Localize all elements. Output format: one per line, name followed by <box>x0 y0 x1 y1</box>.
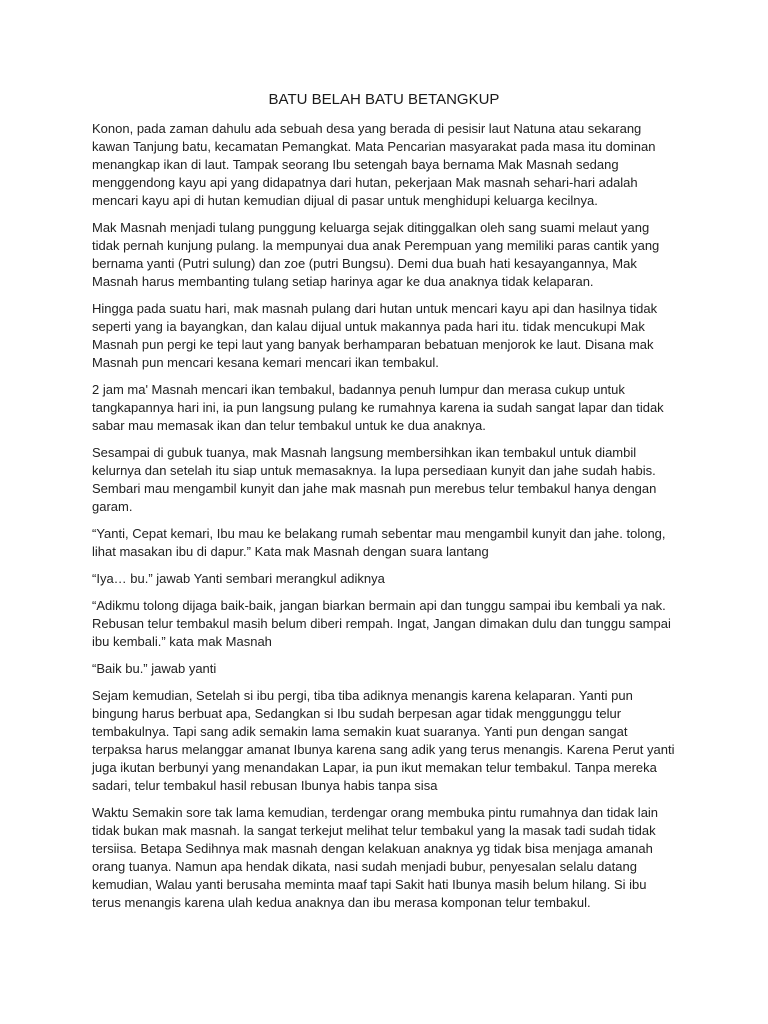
paragraph-10: Sejam kemudian, Setelah si ibu pergi, tiba tiba adiknya menangis karena kelaparan. Yanti pun bingung harus berbuat apa, Sedangkan si Ibu sudah berpesan agar tidak menggunggu telur tembakulnya. Tapi sang adik semakin lama semakin kuat suaranya. Yanti pun dengan sangat terpaksa harus melanggar amanat Ibunya karena sang adik yang terus menangis. Karena Perut yanti juga ikutan berbunyi yang menandakan Lapar, ia pun ikut memakan telur tembakul. Tanpa mereka sadari, telur tembakul hasil rebusan Ibunya habis tanpa sisa <box>92 688 675 793</box>
paragraph-2: Mak Masnah menjadi tulang punggung keluarga sejak ditinggalkan oleh sang suami melaut yang tidak pernah kunjung pulang. la mempunyai dua anak Perempuan yang memiliki paras cantik yang bernama yanti (Putri sulung) dan zoe (putri Bungsu). Demi dua buah hati kesayangannya, Mak Masnah harus membanting tulang setiap harinya agar ke dua anaknya tidak kelaparan. <box>92 220 660 289</box>
paragraph-4: 2 jam ma' Masnah mencari ikan tembakul, badannya penuh lumpur dan merasa cukup untuk tangkapannya hari ini, ia pun langsung pulang ke rumahnya karena ia sudah sangat lapar dan tidak sabar mau memasak ikan dan telur tembakul untuk ke dua anaknya. <box>92 382 664 433</box>
paragraph-8-dialogue: “Adikmu tolong dijaga baik-baik, jangan biarkan bermain api dan tunggu sampai ibu kembali ya nak. Rebusan telur tembakul masih belum diberi rempah. Ingat, Jangan dimakan dulu dan tunggu sampai ibu kembali.” kata mak Masnah <box>92 598 671 649</box>
paragraph-1: Konon, pada zaman dahulu ada sebuah desa yang berada di pesisir laut Natuna atau sekarang kawan Tanjung batu, kecamatan Pemangkat. Mata Pencarian masyarakat pada masa itu dominan menangkap ikan di laut. Tampak seorang Ibu setengah baya bernama Mak Masnah sedang menggendong kayu api yang didapatnya dari hutan, pekerjaan Mak masnah sehari-hari adalah mencari kayu api di hutan kemudian dijual di pasar untuk menghidupi keluarga kecilnya. <box>92 121 656 208</box>
document-title: BATU BELAH BATU BETANGKUP <box>268 91 500 108</box>
document-body <box>92 120 678 921</box>
paragraph-9-dialogue: “Baik bu.” jawab yanti <box>92 661 217 676</box>
paragraph-7-dialogue: “Iya… bu.” jawab Yanti sembari merangkul adiknya <box>92 571 385 586</box>
paragraph-5: Sesampai di gubuk tuanya, mak Masnah langsung membersihkan ikan tembakul untuk diambil kelurnya dan setelah itu siap untuk memasaknya. Ia lupa persediaan kunyit dan jahe sudah habis. Sembari mau mengambil kunyit dan jahe mak masnah pun merebus telur tembakul hanya dengan garam. <box>92 445 657 514</box>
paragraph-3: Hingga pada suatu hari, mak masnah pulang dari hutan untuk mencari kayu api dan hasilnya tidak seperti yang ia bayangkan, dan kalau dijual untuk makannya pada hari itu. tidak mencukupi Mak Masnah pun pergi ke tepi laut yang banyak berhamparan bebatuan menjorok ke laut. Disana mak Masnah pun mencari kesana kemari mencari ikan tembakul. <box>92 301 658 370</box>
paragraph-11: Waktu Semakin sore tak lama kemudian, terdengar orang membuka pintu rumahnya dan tidak lain tidak bukan mak masnah. la sangat terkejut melihat telur tembakul yang la masak tadi sudah tidak tersiisa. Betapa Sedihnya mak masnah dengan kelakuan anaknya yg tidak bisa menjaga amanah orang tuanya. Namun apa hendak dikata, nasi sudah menjadi bubur, penyesalan selalu datang kemudian, Walau yanti berusaha meminta maaf tapi Sakit hati Ibunya masih belum hilang. Si ibu terus menangis karena ulah kedua anaknya dan ibu merasa komponan telur tembakul. <box>92 805 659 910</box>
paragraph-6-dialogue: “Yanti, Cepat kemari, Ibu mau ke belakang rumah sebentar mau mengambil kunyit dan jahe. tolong, lihat masakan ibu di dapur.” Kata mak Masnah dengan suara lantang <box>92 526 666 559</box>
